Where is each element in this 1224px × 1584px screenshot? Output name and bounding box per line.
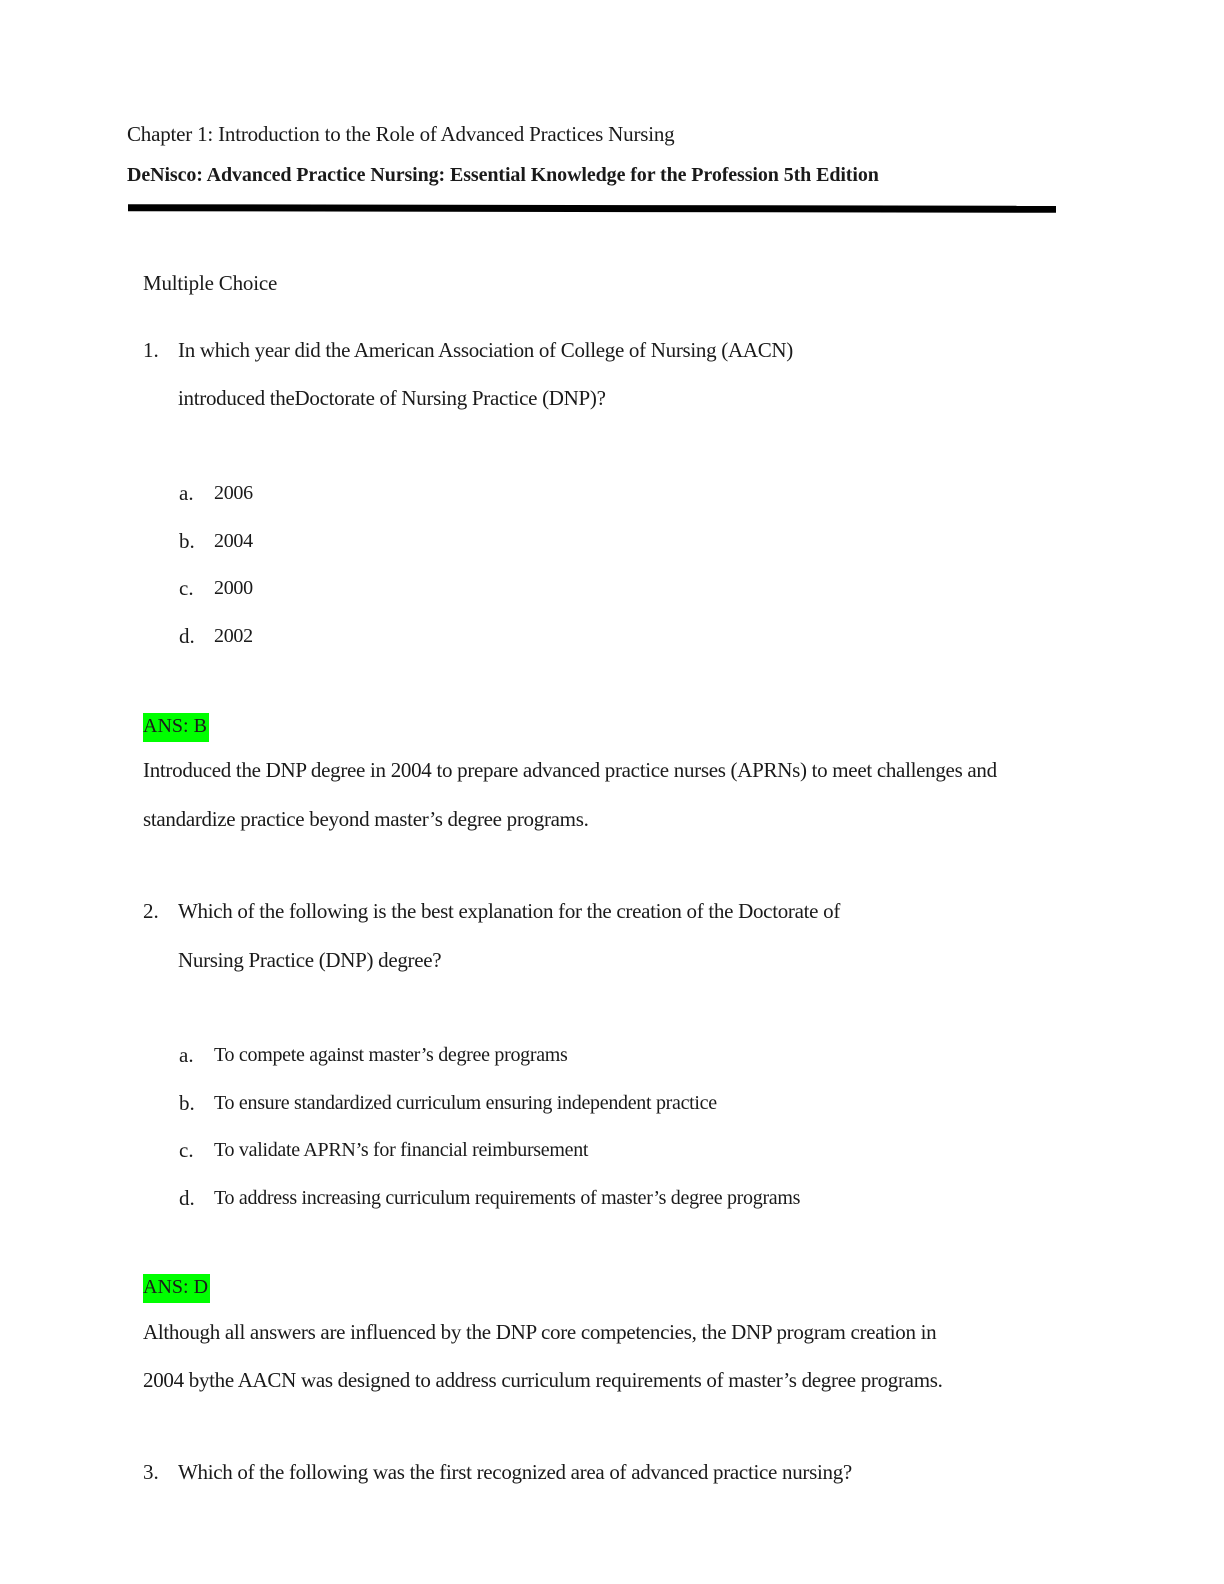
question-3-text-line-1: Which of the following was the first recognized area of advanced practice nursing? [178,1460,852,1484]
question-1-option-d-letter: d. [179,624,195,648]
question-1-option-b-text: 2004 [214,530,253,552]
question-1-option-b-letter: b. [179,529,195,553]
question-2-option-d-letter: d. [179,1186,195,1210]
question-1-option-a-text: 2006 [214,482,253,504]
question-1-rationale-line-1: Introduced the DNP degree in 2004 to prepare advanced practice nurses (APRNs) to meet challenges and [143,758,997,782]
question-2-number: 2. [143,899,159,923]
document-title: Chapter 1: Introduction to the Role of Advanced Practices Nursing [127,122,675,146]
question-2-option-a-text: To compete against master’s degree programs [214,1044,568,1066]
question-1-option-c-text: 2000 [214,577,253,599]
question-2-option-d-text: To address increasing curriculum requirements of master’s degree programs [214,1187,801,1209]
question-1-text-line-1: In which year did the American Association of College of Nursing (AACN) [178,338,793,362]
question-2-option-b-letter: b. [179,1091,195,1115]
question-2-rationale-line-1: Although all answers are influenced by the DNP core competencies, the DNP program creation in [143,1320,937,1344]
question-2-rationale-line-2: 2004 bythe AACN was designed to address curriculum requirements of master’s degree programs. [143,1368,943,1392]
question-1-text-line-2: introduced theDoctorate of Nursing Practice (DNP)? [178,386,606,410]
question-1-rationale-line-2: standardize practice beyond master’s degree programs. [143,807,589,831]
question-2-answer: ANS: D [143,1274,210,1303]
question-2-option-b-text: To ensure standardized curriculum ensuring independent practice [214,1092,717,1114]
question-2-option-a-letter: a. [179,1043,194,1067]
question-2-text-line-2: Nursing Practice (DNP) degree? [178,948,442,972]
question-1-number: 1. [143,338,159,362]
question-2-text-line-1: Which of the following is the best explanation for the creation of the Doctorate of [178,899,841,923]
question-1-answer: ANS: B [143,713,209,742]
header-rule [128,204,1056,213]
section-title: Multiple Choice [143,271,278,295]
document-subtitle: DeNisco: Advanced Practice Nursing: Essential Knowledge for the Profession 5th Edition [127,164,879,186]
question-1-option-c-letter: c. [179,576,194,600]
question-2-option-c-text: To validate APRN’s for financial reimbursement [214,1139,589,1161]
question-3-number: 3. [143,1460,159,1484]
question-2-option-c-letter: c. [179,1138,194,1162]
question-1-option-a-letter: a. [179,481,194,505]
question-1-option-d-text: 2002 [214,625,253,647]
